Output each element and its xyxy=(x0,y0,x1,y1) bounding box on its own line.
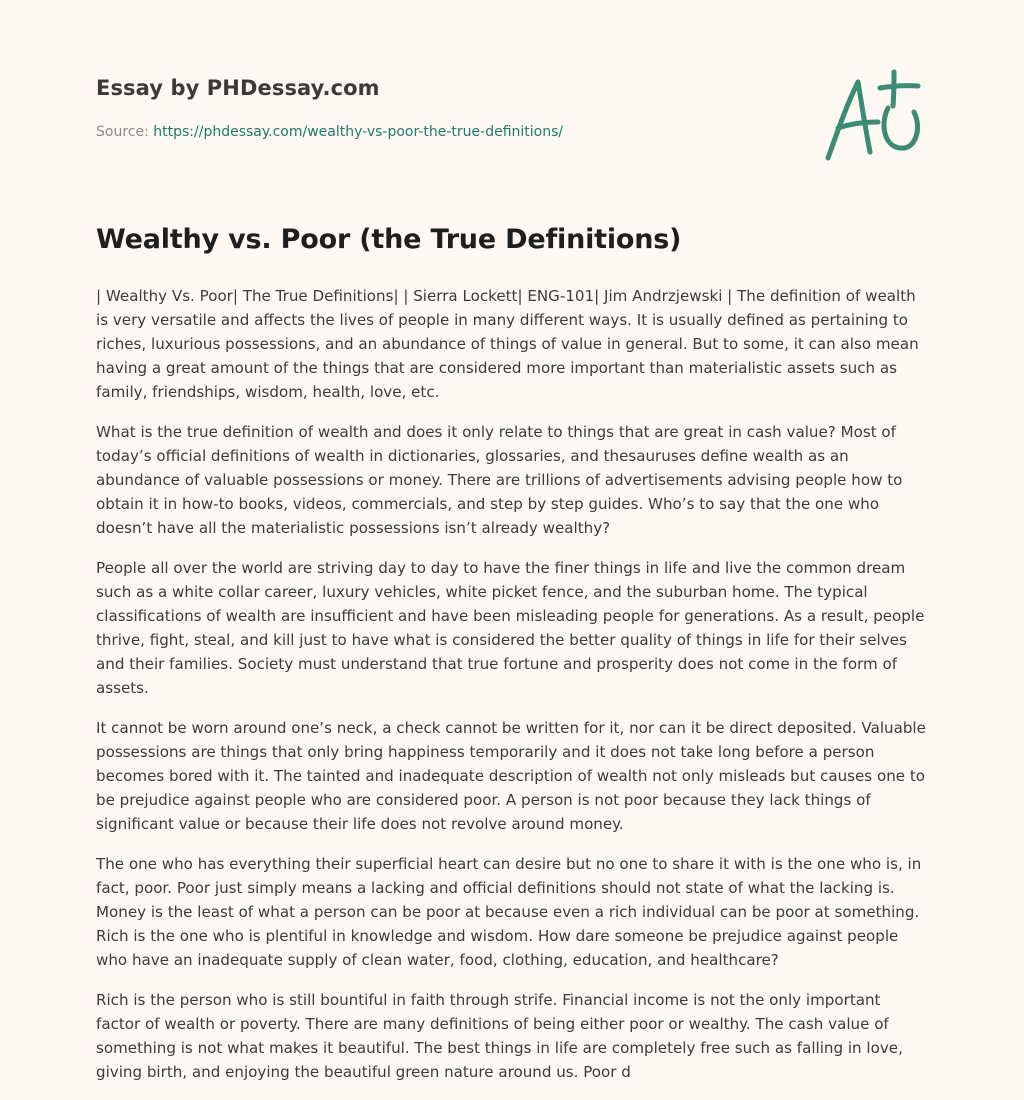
site-brand: Essay by PHDessay.com xyxy=(96,76,380,100)
essay-paragraph: | Wealthy Vs. Poor| The True Definitions| | Sierra Lockett| ENG-101| Jim Andrzjewski | The definition of wealth is very versatile and affects the lives of people in many different ways. It is usually defined as pertaining to riches, luxurious possessions, and an abundance of things of value in general. But to some, it can also mean having a great amount of the things that are considered more important than materialistic assets such as family, friendships, wisdom, health, love, etc. xyxy=(96,287,919,401)
essay-paragraph: What is the true definition of wealth and does it only relate to things that are great in cash value? Most of today’s official definitions of wealth in dictionaries, glossaries, and thesauruses define wealth as an abundance of valuable possessions or money. There are trillions of advertisements advising people how to obtain it in how-to books, videos, commercials, and step by step guides. Who’s to say that the one who doesn’t have all the materialistic possessions isn’t already wealthy? xyxy=(96,423,903,537)
source-link[interactable]: https://phdessay.com/wealthy-vs-poor-the-true-definitions/ xyxy=(153,124,564,140)
source-line xyxy=(96,124,563,140)
a-plus-logo-icon xyxy=(818,66,930,166)
essay-title: Wealthy vs. Poor (the True Definitions) xyxy=(96,224,682,255)
essay-paragraph: It cannot be worn around one’s neck, a check cannot be written for it, nor can it be direct deposited. Valuable possessions are things that only bring happiness temporarily and it does not take long before a person becomes bored with it. The tainted and inadequate description of wealth not only misleads but causes one to be prejudice against people who are considered poor. A person is not poor because they lack things of significant value or because their life does not revolve around money. xyxy=(96,719,926,833)
source-label: Source: xyxy=(96,124,149,140)
essay-paragraph: People all over the world are striving day to day to have the finer things in life and live the common dream such as a white collar career, luxury vehicles, white picket fence, and the suburban home. The typical classifications of wealth are insufficient and have been misleading people for generations. As a result, people thrive, fight, steal, and kill just to have what is considered the better quality of things in life for their selves and their families. Society must understand that true fortune and prosperity does not come in the form of assets. xyxy=(96,559,925,697)
essay-paragraph: Rich is the person who is still bountiful in faith through strife. Financial income is not the only important factor of wealth or poverty. There are many definitions of being either poor or wealthy. The cash value of something is not what makes it beautiful. The best things in life are completely free such as falling in love, giving birth, and enjoying the beautiful green nature around us. Poor d xyxy=(96,991,903,1081)
essay-paragraph: The one who has everything their superficial heart can desire but no one to share it with is the one who is, in fact, poor. Poor just simply means a lacking and official definitions should not state of what the lacking is. Money is the least of what a person can be poor at because even a rich individual can be poor at something. Rich is the one who is plentiful in knowledge and wisdom. How dare someone be prejudice against people who have an inadequate supply of clean water, food, clothing, education, and healthcare? xyxy=(96,855,922,969)
essay-body xyxy=(96,284,928,1100)
